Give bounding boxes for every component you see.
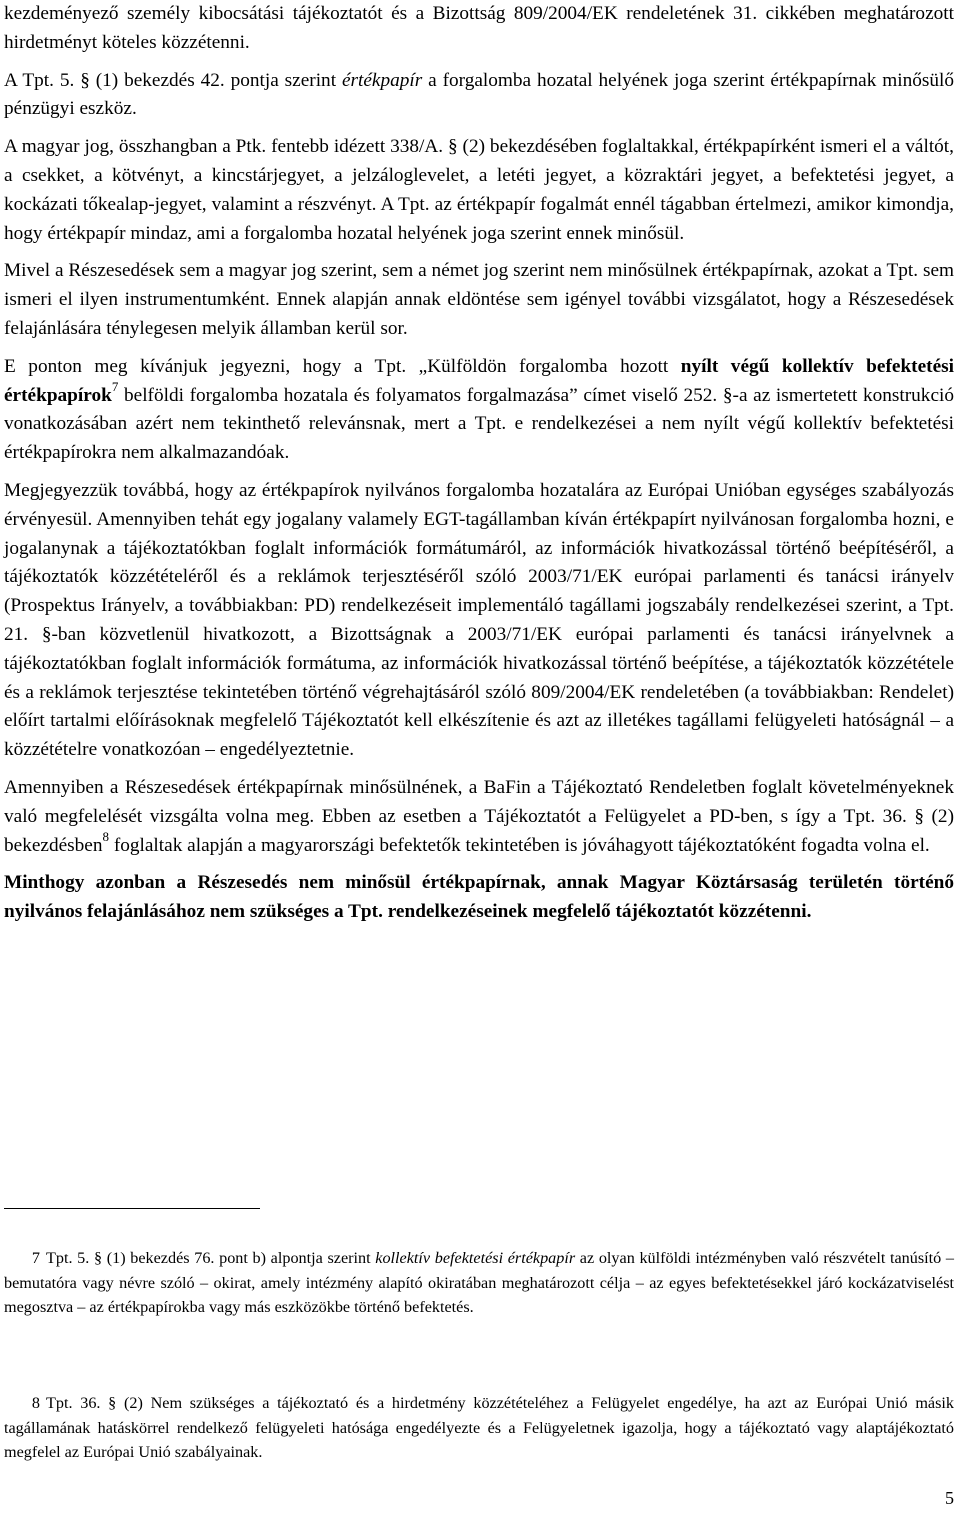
footnote-separator: [4, 1208, 260, 1209]
paragraph-5: [4, 353, 954, 468]
paragraph-1: [4, 0, 954, 58]
footnote-8-number: 8: [31, 1394, 40, 1412]
paragraph-3: [4, 133, 954, 248]
footnote-7-text-b: az olyan külföldi intézményben való részvételt tanúsító – bemutatóra vagy névre szóló – okirat, amely intézmény alapító okiratában meghatározott célja – az egyes befektetésekkel járó kockázatviselést megosztva – az értékpapírokba vagy más eszközökbe történő befektetés.: [4, 1249, 955, 1316]
paragraph-4-text: Mivel a Részesedések sem a magyar jog szerint, sem a német jog szerint nem minősülnek értékpapírnak, azokat a Tpt. sem ismeri el ilyen instrumentumként. Ennek alapján annak eldöntése sem igényel további vizsgálatot, hogy a Részesedések felajánlására ténylegesen melyik államban kerül sor.: [4, 260, 954, 339]
footnote-8-text: Tpt. 36. § (2) Nem szükséges a tájékoztató és a hirdetmény közzétételéhez a Felügyelet engedélye, ha azt az Európai Unió másik tagállamának hatáskörrel rendelkező felügyeleti hatósága engedélyezte és a Felügyeletnek igazolja, hogy a tájékoztató vagy alaptájékoztató megfelel az Európai Unió szabályainak.: [4, 1394, 954, 1461]
paragraph-6: [4, 477, 954, 765]
footnote-ref-7[interactable]: 7: [111, 379, 119, 395]
paragraph-4: [4, 257, 954, 343]
footnote-7-text-a: Tpt. 5. § (1) bekezdés 76. pont b) alpontja szerint: [46, 1249, 376, 1267]
paragraph-6-text: Megjegyezzük továbbá, hogy az értékpapírok nyilvános forgalomba hozatalára az Európai Unióban egységes szabályozás érvényesül. Amennyiben tehát egy jogalany valamely EGT-tagállamban kíván értékpapírt nyilvánosan forgalomba hozni, e jogalanynak a tájékoztatókban foglalt információk formátumáról, az információk hivatkozással történő beépítéséről, a tájékoztatók közzétételéről és a reklámok terjesztéséről szóló 2003/71/EK európai parlamenti és tanácsi irányelv (Prospektus Irányelv, a továbbiakban: PD) rendelkezéseit implementáló tagállami jogszabály rendelkezései szerint, a Tpt. 21. §-ban közvetlenül hivatkozott, a Bizottságnak a 2003/71/EK európai parlamenti és tanácsi irányelvnek a tájékoztatókban foglalt információk formátuma, az információk hivatkozással történő beépítése, a tájékoztatók közzététele és a reklámok terjesztése tekintetében történő végrehajtásáról szóló 809/2004/EK rendeletében (a továbbiakban: Rendelet) előírt tartalmi előírásoknak megfelelő Tájékoztatót kell elkészítenie és azt az illetékes tagállami felügyeleti hatóságnál – a közzétételre vonatkozóan – engedélyeztetnie.: [4, 479, 954, 761]
footnote-8: [4, 1391, 954, 1465]
footnote-7: [4, 1246, 954, 1320]
paragraph-2-italic-term: értékpapír: [341, 69, 423, 91]
paragraph-7: [4, 774, 954, 860]
paragraph-5-text-a: E ponton meg kívánjuk jegyezni, hogy a Tpt. „Külföldön forgalomba hozott: [4, 355, 681, 377]
footnote-7-italic-term: kollektív befektetési értékpapír: [375, 1249, 576, 1267]
paragraph-8-bold-text: Minthogy azonban a Részesedés nem minősül értékpapírnak, annak Magyar Köztársaság területén történő nyilvános felajánlásához nem szükséges a Tpt. rendelkezéseinek megfelelő tájékoztatót közzétenni.: [4, 872, 954, 923]
paragraph-3-text: A magyar jog, összhangban a Ptk. fentebb idézett 338/A. § (2) bekezdésében foglaltakkal, értékpapírként ismeri el a váltót, a csekket, a kötvényt, a kincstárjegyet, a jelzáloglevelet, a letéti jegyet, a közraktári jegyet, a befektetési jegyet, a kockázati tőkealap-jegyet, valamint a részvényt. A Tpt. az értékpapír fogalmát ennél tágabban értelmezi, amikor kimondja, hogy értékpapír mindaz, ami a forgalomba hozatal helyének joga szerint ennek minősül.: [4, 136, 954, 244]
paragraph-7-text-b: foglaltak alapján a magyarországi befektetők tekintetében is jóváhagyott tájékoztatóként fogadta volna el.: [109, 834, 930, 856]
page-number: 5: [945, 1488, 954, 1508]
paragraph-8-conclusion: [4, 869, 954, 927]
paragraph-5-bold-term: nyílt végű kollektív befektetési értékpapírok: [4, 355, 954, 406]
footnote-7-number: 7: [31, 1249, 40, 1267]
paragraph-2-text-b: a forgalomba hozatal helyének joga szerint értékpapírnak minősülő pénzügyi eszköz.: [4, 69, 954, 120]
paragraph-2: [4, 67, 954, 125]
main-text: [4, 0, 954, 927]
paragraph-7-text-a: Amennyiben a Részesedések értékpapírnak minősülnének, a BaFin a Tájékoztató Rendeletben foglalt követelményeknek való megfelelését vizsgálta volna meg. Ebben az esetben a Tájékoztatót a Felügyelet a PD-ben, s így a Tpt. 36. § (2) bekezdésben: [4, 776, 954, 856]
footnote-ref-8[interactable]: 8: [102, 829, 109, 845]
paragraph-5-text-b: belföldi forgalomba hozatala és folyamatos forgalmazása” címet viselő 252. §-a az ismertetett konstrukció vonatkozásában azért nem tekinthető relevánsnak, mert a Tpt. e rendelkezései a nem nyílt végű kollektív befektetési értékpapírokra nem alkalmazandóak.: [4, 384, 954, 464]
paragraph-1-text: kezdeményező személy kibocsátási tájékoztatót és a Bizottság 809/2004/EK rendeletének 31. cikkében meghatározott hirdetményt köteles közzétenni.: [4, 3, 954, 53]
paragraph-2-text-a: A Tpt. 5. § (1) bekezdés 42. pontja szerint: [4, 69, 342, 91]
